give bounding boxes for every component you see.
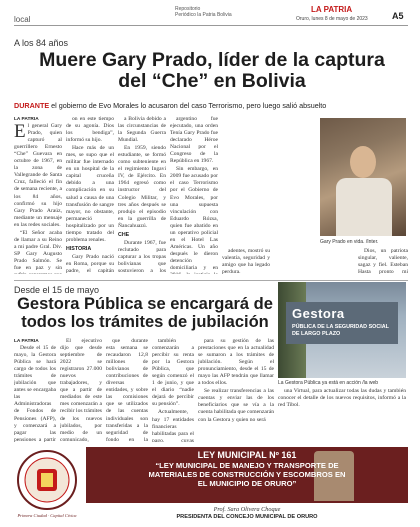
article1-column-6 <box>358 248 408 274</box>
gary-prado-photo <box>320 118 406 236</box>
deck-tag: DURANTE <box>14 101 50 110</box>
article1-column-4b <box>222 116 316 234</box>
publication-line: Repositorio <box>175 6 201 12</box>
dropcap: E <box>14 121 26 143</box>
publication-line: Periódico la Patria Bolivia <box>175 12 232 18</box>
ad-title: LEY MUNICIPAL Nº 161 <box>197 450 297 460</box>
ad-signature: Prof. Sara Olivera Choque <box>213 506 281 513</box>
paragraph: “El Señor acaba de llamar a su Reino a mi padre Gral. Div. SP Gary Augusto Prado Salmón. Se fue en paz y sin <box>14 229 62 271</box>
ad-role: PRESIDENTA DEL CONCEJO MUNICIPAL DE ORURO <box>176 514 318 520</box>
article1-column-4 <box>170 116 218 274</box>
paragraph: argentino fue ejecutado, una orden Tenía Gary Prado fue declarado Héroe Nacional por el Congreso de la República en 1967. <box>170 116 218 165</box>
article1-photo-caption: Gary Prado en vida. /Inter. <box>320 239 379 245</box>
ad-body-line: “LEY MUNICIPAL DE MANEJO Y TRANSPORTE DE <box>155 461 339 470</box>
photo-figure-face <box>350 146 376 178</box>
article2-column-3 <box>106 338 148 442</box>
article1-kicker: A los 84 años <box>14 38 69 48</box>
paragraph: Durante 1967, fue reclutado para capturar a los tropas bolivianas que sostuvieron a los <box>118 239 166 274</box>
municipal-seal-icon <box>16 449 78 511</box>
article1-column-2 <box>66 116 114 274</box>
header-rule <box>14 25 408 26</box>
paragraph: l general Gary Prado, quien capturó al guerrillero Ernesto “Che” Guevara en octubre de 1967, en la zona de Vallegrande de Santa Cruz, falleció el fin de semana reciente, a los 84 años, confirmó su hijo Gary Prado Araúz, mediante un mensaje en las redes sociales. <box>14 123 62 228</box>
article2-photo-caption: La Gestora Pública ya está en acción /la web <box>278 380 379 386</box>
paragraph: Actualmente, hay 17 entidades financieras habilitadas para el pago, cuyas <box>152 409 194 442</box>
paragraph: que durante esta semana se recaudaron 12,8 millones de bolivianos de contribuciones de diversas entidades, y sobre las comisiones que se utilizados de las cuentas individuales son transferidas a la seguridad de fondo en la <box>106 338 148 442</box>
article2-column-1 <box>14 338 56 442</box>
page-number: A5 <box>392 11 404 21</box>
ad-body <box>86 461 408 488</box>
subhead: HISTORIA <box>66 245 92 252</box>
article2-headline: Gestora Pública se encargará de todos los trámites de jubilación <box>17 295 273 331</box>
article2-column-5 <box>198 338 274 442</box>
newspaper-logo: LA PATRIA <box>311 5 353 14</box>
publication-info <box>175 6 232 18</box>
paragraph: Desde el 15 de mayo, la Gestora Pública se hará cargo de todos los trámites de jubilación que antes se encargaba las Administradoras de Fondos de Pensiones (AFP), y comenzará a pagar las pensiones a partir <box>14 345 56 442</box>
photo-sign-subtitle: PÚBLICA DE LA SEGURIDAD SOCIAL DE LARGO PLAZO <box>292 324 389 337</box>
article-separator <box>14 280 408 281</box>
article1-column-3 <box>118 116 166 274</box>
article1-deck <box>14 101 408 110</box>
article1-headline: Muere Gary Prado, líder de la captura del “Che” en Bolivia <box>39 49 385 93</box>
article1-column-1 <box>14 116 62 274</box>
paragraph: Dios, un patriota singular, valiente, sagaz y fiel. Esteban Hasta pronto mi <box>358 248 408 274</box>
paragraph: Se realizar transferencias a las cuentas y enviar las de los beneficiarios que se vía a la cuenta habilitada que comenzarán con la Gestora y quien no será <box>198 388 274 423</box>
paragraph: adentes, mostró su valentía, seguridad y amigo que ha legado perdura. <box>222 248 270 274</box>
photo-figure-shirt <box>336 178 392 236</box>
deck-text: el gobierno de Evo Morales lo acusaron del caso Terrorismo, pero luego salió absuelto <box>51 101 327 110</box>
section-label: local <box>14 15 31 24</box>
paragraph: Sin embargo, en 2009 fue acusado por el caso Terrorismo por el Gobierno de Evo Morales, por una supuesta vinculación con Eduardo Rózsa, quien fue abatido en un operativo policial en el Hotel Las Américas. Un año después le dieron detención domiciliaria y en <box>170 166 218 271</box>
article2-kicker: Desde el 15 de mayo <box>14 285 100 295</box>
article2-column-4 <box>152 338 194 442</box>
paragraph: Gary Prado nació en Roma, porque su padre, el capitán <box>66 253 114 274</box>
paragraph: para su gestión de las prestaciones que en la actualidad se sumaron a los trámites de jubilación. Según el pronunciamiento, desde el 15 de mayo las AFP tendrán que llamar a todos ellos. <box>198 338 274 387</box>
article1-byline: LA PATRIA <box>14 117 39 122</box>
paragraph: a Bolivia debido a las circunstancias de la Segunda Guerra Mundial. <box>118 116 166 144</box>
paragraph: on en este tiempo de su agonía. Dios los bendiga”, informó su hijo. <box>66 116 114 144</box>
article2-column-2 <box>60 338 102 442</box>
ad-body-line: EL MUNICIPIO DE ORURO” <box>197 479 297 488</box>
gestora-building-photo <box>278 282 406 378</box>
seal-label: Primera Ciudad · Capital Cívica <box>17 513 77 518</box>
subhead: CHE <box>118 231 130 238</box>
article2-byline: LA PATRIA <box>14 339 39 344</box>
paragraph: Hace más de un mes, se supo que el militar fue internado en un hospital de la capital cruceña debido a una complicación en su salud a causa de una transfusión de sangre mayor, no obstante, permaneció hospitalizado por un tiempo tratado del problema renales. <box>66 145 114 243</box>
photo-sign-title: Gestora <box>292 306 345 321</box>
paragraph: también comenzarán a percibir su renta por la Gestora Pública, que según comenzó el 1 de junio, y que el diario “nadie dejará de percibir su pensión”. <box>152 338 194 408</box>
ad-body-line: MATERIALES DE CONSTRUCCIÓN Y ESCOMBROS EN <box>148 470 346 479</box>
article1-column-5b <box>274 248 316 274</box>
paragraph: El ejecutivo dijo que desde septiembre de 2022 se registraron 27.000 nuevos trabajadores, y que a partir de mediados de este mes comenzarán a recibir los trámites de los nuevos jubilados, por medio de un comunicado, <box>60 338 102 442</box>
issue-date: Oruro, lunes 8 de mayo de 2023 <box>296 16 368 22</box>
paragraph: una Virtual, para actualizar todas las dudas y también conocer el detalle de los nuevos requisitos, informó a la red Tibol. <box>278 388 406 409</box>
paragraph: En 1959, siendo estudiante, se formó como subteniente en el regimiento Ingavi IV, de Ejército. En 1964 egresó como instructor del Colegio Militar, y tres años después se produjo el episodio en la guerrilla de Ñancahuazú. <box>118 145 166 229</box>
article2-column-6 <box>278 388 406 442</box>
article1-column-5 <box>222 248 270 274</box>
municipal-ad <box>14 447 408 525</box>
